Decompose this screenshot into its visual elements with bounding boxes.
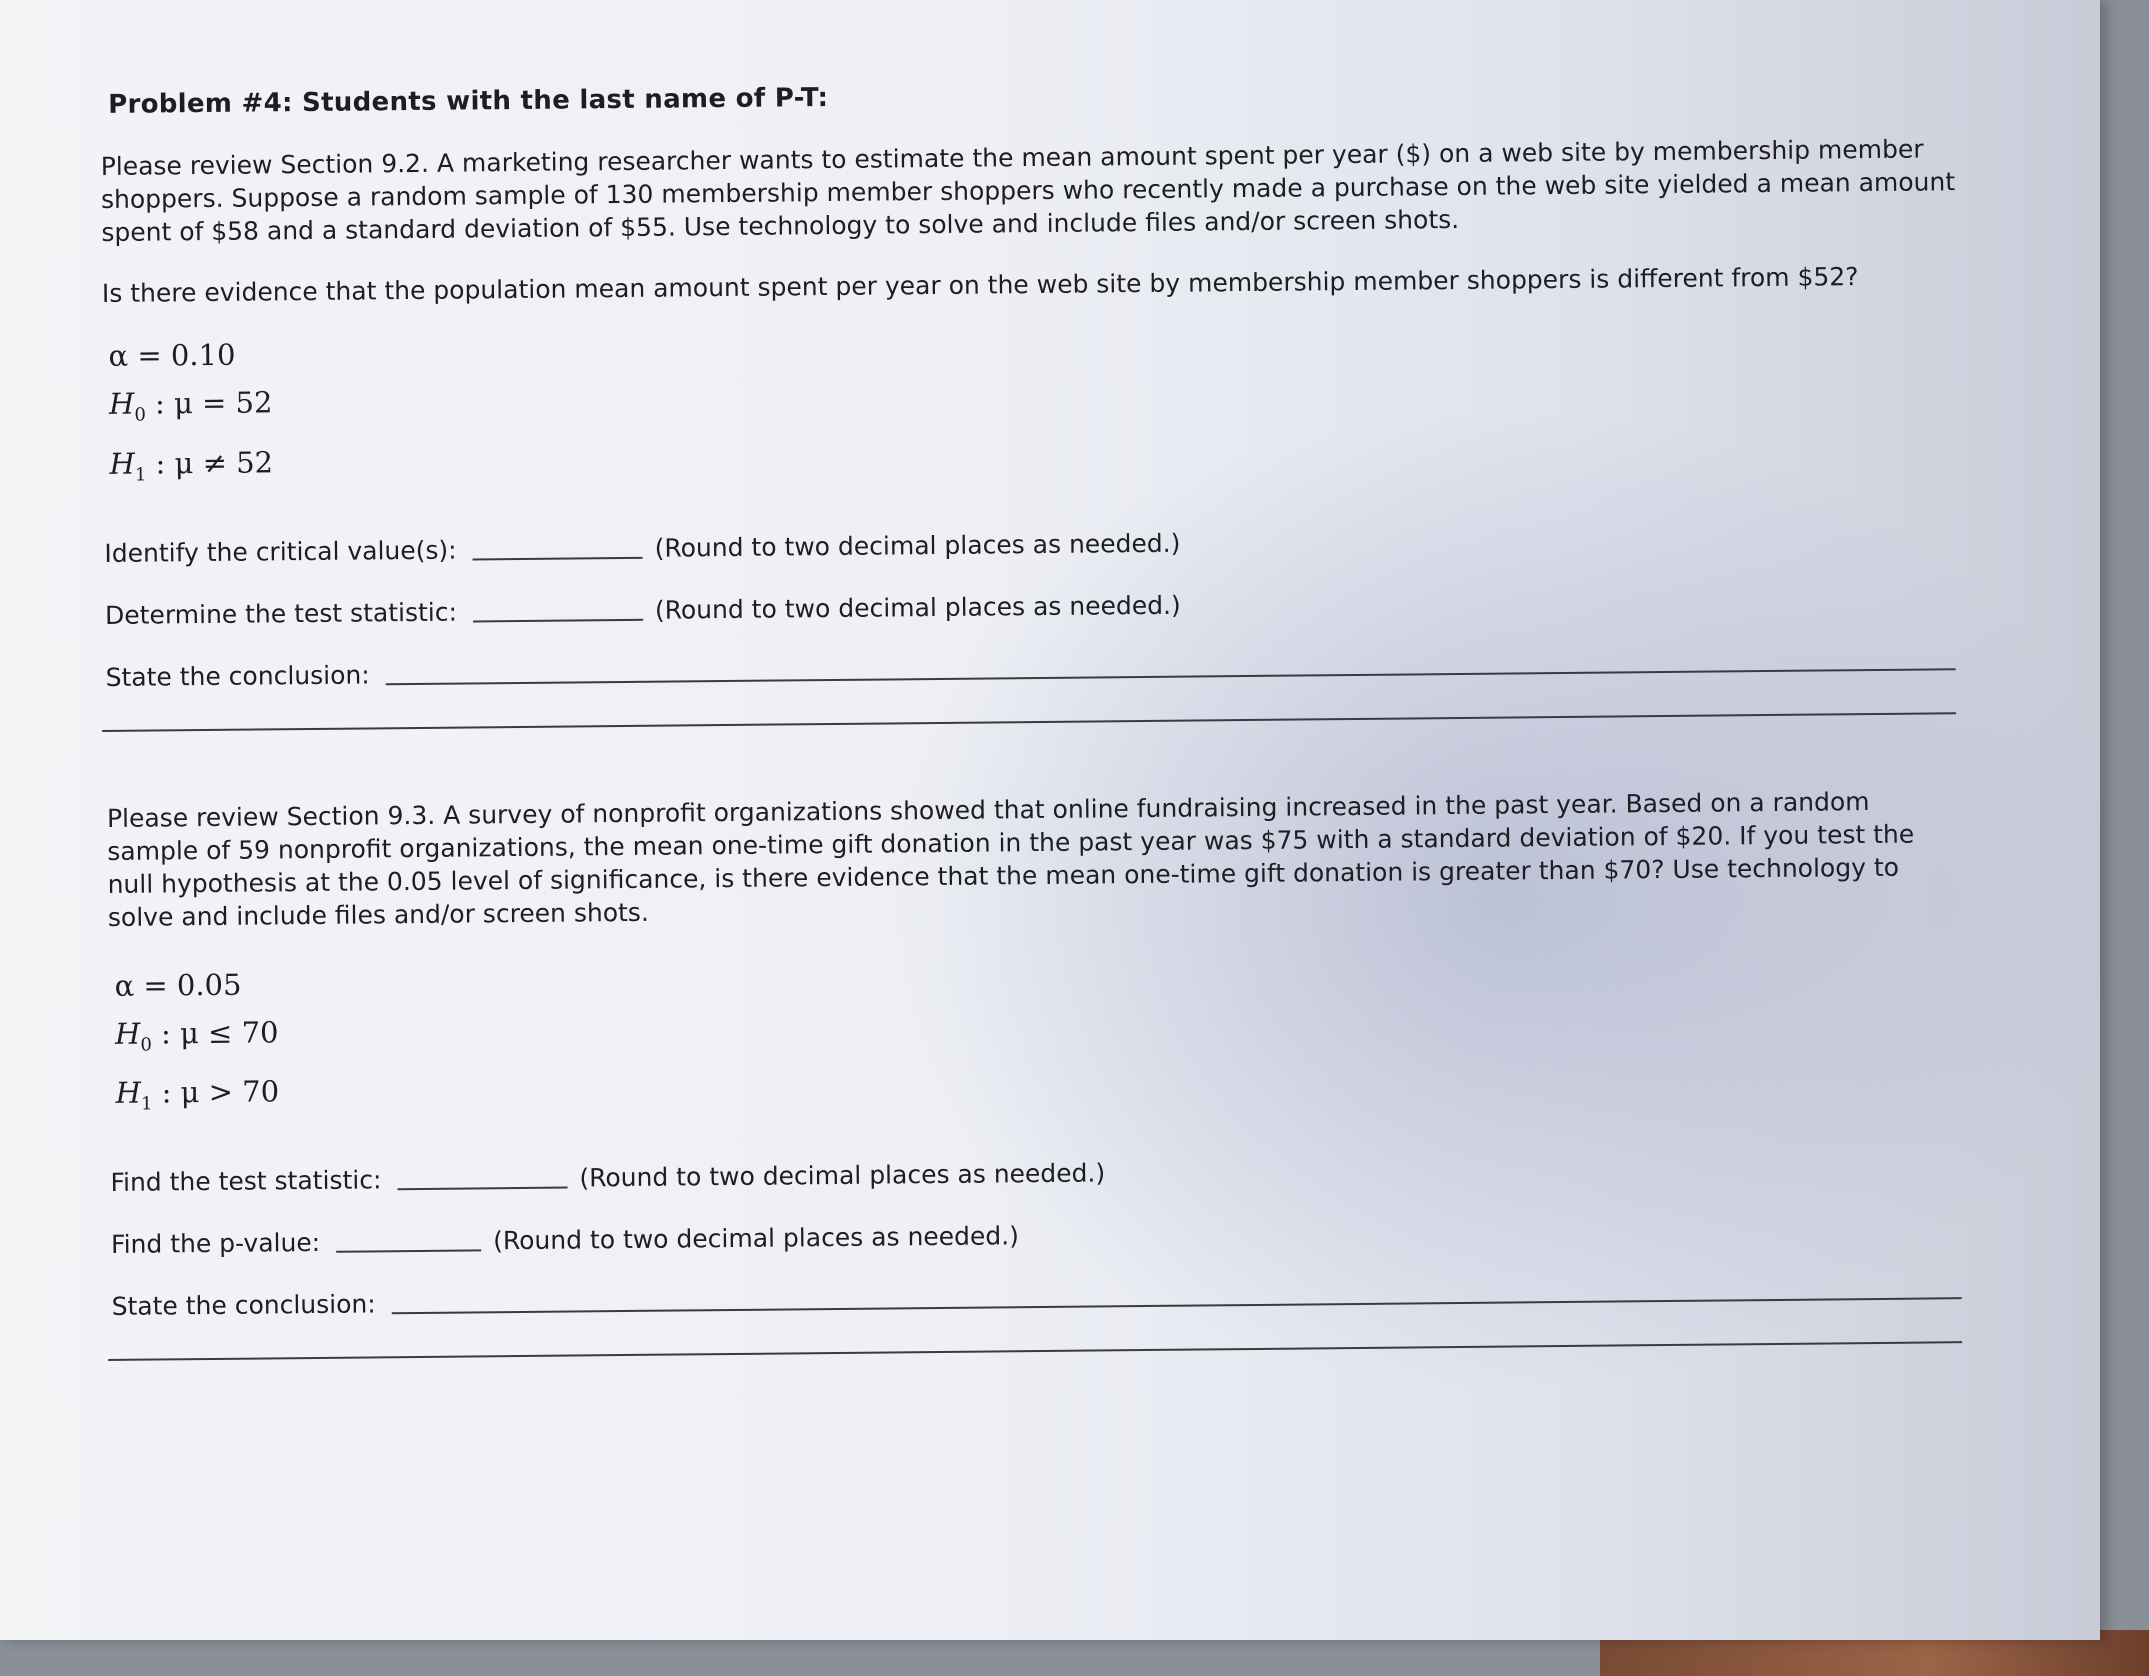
part1-question: Is there evidence that the population mean amount spent per year on the web site by membership member shoppers is different from $52? <box>101 262 1859 308</box>
part2-paragraph: Please review Section 9.3. A survey of nonprofit organizations showed that online fundraising increased in the past year. Based on a random sample of 59 nonprofit organizations, the mean one-time gift donation in the past year was $75 with a standard deviation of $20. If you test the null hypothesis at the 0.05 level of significance, is there evidence that the mean one-time gift donation is greater than $70? Use technology to solve and include files and/or screen shots. <box>106 786 1915 932</box>
critical-value-rounding-note: (Round to two decimal places as needed.) <box>654 528 1181 563</box>
part1-critical-row <box>104 510 1984 568</box>
critical-value-answer-blank[interactable] <box>472 532 642 560</box>
test-statistic-rounding-note: (Round to two decimal places as needed.) <box>654 590 1181 625</box>
part1-alpha: α = 0.10 <box>108 337 236 373</box>
h1-symbol: H <box>115 1076 142 1111</box>
p-value-label: Find the p-value: <box>110 1228 321 1260</box>
test-statistic-answer-blank[interactable] <box>473 594 643 622</box>
h0-symbol: H <box>114 1016 141 1051</box>
conclusion-answer-blank[interactable] <box>392 1273 1962 1314</box>
h1-expression: : μ ≠ 52 <box>146 445 274 481</box>
part1-paragraph: Please review Section 9.2. A marketing researcher wants to estimate the mean amount spent per year ($) on a web site by membership member shoppers. Suppose a random sample of 130 membership member shoppers who recently made a purchase on the web site yielded a mean amount spent of $58 and a standard deviation of $55. Use technology to solve and include files and/or screen shots. <box>100 134 1956 247</box>
part2-alpha: α = 0.05 <box>114 967 242 1003</box>
test-statistic-answer-blank[interactable] <box>397 1163 567 1191</box>
p-value-answer-blank[interactable] <box>336 1226 481 1253</box>
h1-subscript: 1 <box>140 1093 153 1115</box>
h0-subscript: 0 <box>134 404 146 426</box>
h1-symbol: H <box>109 446 136 481</box>
part2-conclusion-row <box>111 1263 1991 1321</box>
conclusion-answer-blank[interactable] <box>386 644 1956 685</box>
h1-subscript: 1 <box>134 464 147 486</box>
h0-symbol: H <box>108 386 135 421</box>
conclusion-label: State the conclusion: <box>111 1289 376 1322</box>
part1-test-stat-row <box>105 572 1985 630</box>
part2-pvalue-row <box>111 1201 1991 1259</box>
test-statistic-label: Find the test statistic: <box>110 1165 382 1198</box>
critical-value-label: Identify the critical value(s): <box>104 535 457 568</box>
h0-subscript: 0 <box>140 1033 153 1056</box>
test-statistic-label: Determine the test statistic: <box>104 597 458 630</box>
h1-expression: : μ > 70 <box>152 1074 280 1110</box>
conclusion-label: State the conclusion: <box>105 660 370 692</box>
part2-test-stat-row <box>110 1139 1990 1197</box>
part1-conclusion-row <box>105 634 1985 692</box>
h0-expression: : μ = 52 <box>145 385 273 421</box>
conclusion-answer-line-2[interactable] <box>108 1321 1962 1361</box>
test-statistic-rounding-note: (Round to two decimal places as needed.) <box>579 1158 1106 1193</box>
p-value-rounding-note: (Round to two decimal places as needed.) <box>493 1221 1020 1256</box>
h0-expression: : μ ≤ 70 <box>151 1014 279 1051</box>
worksheet-content <box>100 72 1992 1361</box>
problem-title: Problem #4: Students with the last name of P-T: <box>107 83 829 120</box>
